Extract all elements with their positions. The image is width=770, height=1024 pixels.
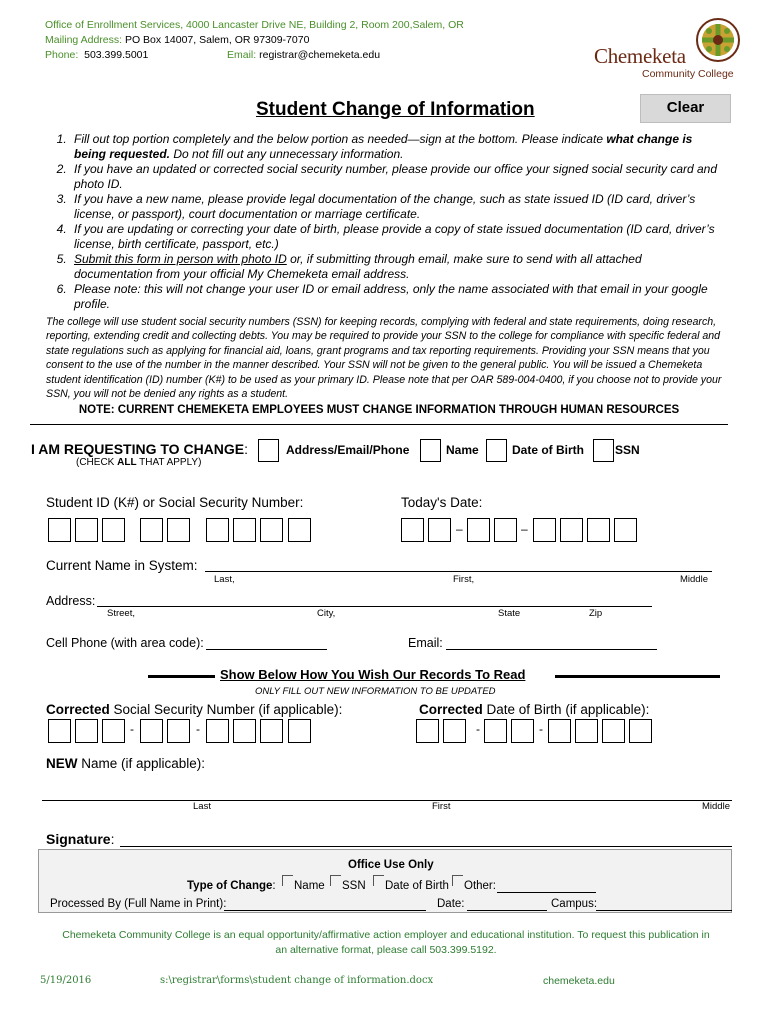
signature-input[interactable] bbox=[120, 846, 732, 847]
dob-separator: - bbox=[539, 722, 543, 736]
ssn-digit[interactable] bbox=[167, 719, 190, 743]
ssn-digit[interactable] bbox=[75, 719, 98, 743]
office-opt-other: Other: bbox=[464, 880, 496, 892]
mailing-value: PO Box 14007, Salem, OR 97309-7070 bbox=[124, 34, 310, 46]
phone-label: Phone: bbox=[45, 49, 79, 61]
instruction-item: 1. Fill out top portion completely and the below portion as needed—sign at the bottom. Please indicate what change is being requested. Do not fill out any unnecessary information. bbox=[70, 132, 720, 162]
ssn-digit[interactable] bbox=[140, 719, 163, 743]
student-id-digit[interactable] bbox=[140, 518, 163, 542]
dob-digit[interactable] bbox=[575, 719, 598, 743]
ssn-digit[interactable] bbox=[48, 719, 71, 743]
office-checkbox-dob[interactable] bbox=[373, 875, 384, 886]
ssn-separator: - bbox=[130, 722, 134, 736]
email-value: registrar@chemeketa.edu bbox=[259, 49, 381, 61]
records-subheading: ONLY FILL OUT NEW INFORMATION TO BE UPDATED bbox=[255, 686, 496, 697]
ssn-notice: The college will use student social security numbers (SSN) for keeping records, complying with federal and state requirements, doing research, reporting, extending credit and collecting debts. You may be required to provide your SSN to the college for compliance with specific federal and state regulations such as applying for financial aid, loans, grant programs and tax reporting requirements. Providing your SSN means that you consent to the use of the number in the manner described. Your SSN will not be given to the general public. You will be issued a Chemeketa student identification (ID) number (K#) to be used as your primary ID. Please note that per OAR 589-004-0400, if you choose not to provide your SSN, you will not be denied any rights as a student. bbox=[46, 316, 722, 401]
date-separator: – bbox=[456, 522, 463, 536]
option-dob-label: Date of Birth bbox=[512, 443, 584, 457]
ssn-digit[interactable] bbox=[206, 719, 229, 743]
dob-digit[interactable] bbox=[629, 719, 652, 743]
new-name-label: NEW Name (if applicable): bbox=[46, 756, 206, 771]
ssn-digit[interactable] bbox=[102, 719, 125, 743]
clear-button[interactable]: Clear bbox=[640, 94, 731, 123]
office-checkbox-ssn[interactable] bbox=[330, 875, 341, 886]
current-name-label: Current Name in System: bbox=[46, 558, 198, 573]
request-label: I AM REQUESTING TO CHANGE: bbox=[31, 441, 249, 457]
employee-note: NOTE: CURRENT CHEMEKETA EMPLOYEES MUST CHANGE INFORMATION THROUGH HUMAN RESOURCES bbox=[78, 404, 680, 416]
check-all-note: (CHECK ALL THAT APPLY) bbox=[76, 457, 202, 468]
addr-street-caption: Street, bbox=[107, 608, 135, 619]
office-other-input[interactable] bbox=[497, 892, 596, 893]
dob-digit[interactable] bbox=[511, 719, 534, 743]
records-heading: Show Below How You Wish Our Records To Read bbox=[220, 667, 526, 682]
student-id-digit[interactable] bbox=[102, 518, 125, 542]
option-address-label: Address/Email/Phone bbox=[286, 443, 410, 457]
chemeketa-logo bbox=[594, 18, 744, 82]
office-title: Office Use Only bbox=[348, 859, 434, 871]
date-separator: – bbox=[521, 522, 528, 536]
dob-digit[interactable] bbox=[416, 719, 439, 743]
new-first-caption: First bbox=[432, 801, 451, 812]
heading-rule-right bbox=[555, 675, 720, 678]
address-input[interactable] bbox=[97, 606, 652, 607]
mailing-label: Mailing Address: bbox=[45, 34, 123, 46]
signature-label: Signature: bbox=[46, 831, 115, 847]
office-opt-dob: Date of Birth bbox=[385, 880, 449, 892]
addr-city-caption: City, bbox=[317, 608, 336, 619]
option-name-label: Name bbox=[446, 443, 479, 457]
student-id-label: Student ID (K#) or Social Security Number: bbox=[46, 495, 304, 510]
ssn-digit[interactable] bbox=[260, 719, 283, 743]
name-last-caption: Last, bbox=[214, 574, 235, 585]
student-id-digit[interactable] bbox=[206, 518, 229, 542]
checkbox-address[interactable] bbox=[258, 439, 279, 462]
date-digit[interactable] bbox=[614, 518, 637, 542]
processed-by-input[interactable] bbox=[224, 910, 426, 911]
corrected-dob-label: Corrected Date of Birth (if applicable): bbox=[419, 702, 650, 717]
name-middle-caption: Middle bbox=[680, 574, 708, 585]
logo-name: Chemeketa bbox=[594, 44, 686, 68]
office-campus-label: Campus: bbox=[551, 898, 598, 910]
address-label: Address: bbox=[46, 594, 96, 608]
office-checkbox-other[interactable] bbox=[452, 875, 463, 886]
addr-zip-caption: Zip bbox=[589, 608, 603, 619]
header-address bbox=[45, 18, 605, 63]
checkbox-dob[interactable] bbox=[486, 439, 507, 462]
office-date-input[interactable] bbox=[467, 910, 547, 911]
office-date-label: Date: bbox=[437, 898, 465, 910]
date-digit[interactable] bbox=[587, 518, 610, 542]
email-field-label: Email: bbox=[408, 636, 443, 650]
dob-digit[interactable] bbox=[548, 719, 571, 743]
office-opt-name: Name bbox=[294, 880, 325, 892]
date-digit[interactable] bbox=[494, 518, 517, 542]
addr-state-caption: State bbox=[498, 608, 521, 619]
instruction-item: 2. If you have an updated or corrected social security number, please provide our office your signed social security card and photo ID. bbox=[70, 162, 720, 192]
student-id-digit[interactable] bbox=[167, 518, 190, 542]
ssn-digit[interactable] bbox=[233, 719, 256, 743]
logo-emblem-icon bbox=[696, 18, 740, 62]
student-id-digit[interactable] bbox=[233, 518, 256, 542]
date-digit[interactable] bbox=[467, 518, 490, 542]
ssn-separator: - bbox=[196, 722, 200, 736]
email-label: Email: bbox=[227, 49, 257, 61]
new-name-input[interactable] bbox=[42, 800, 732, 801]
student-id-digit[interactable] bbox=[260, 518, 283, 542]
date-digit[interactable] bbox=[428, 518, 451, 542]
checkbox-name[interactable] bbox=[420, 439, 441, 462]
student-id-digit[interactable] bbox=[48, 518, 71, 542]
dob-digit[interactable] bbox=[602, 719, 625, 743]
eoe-statement: Chemeketa Community College is an equal opportunity/affirmative action employer and educational institution. To request this publication in an alternative format, please call 503.399.5192. bbox=[62, 929, 710, 956]
new-last-caption: Last bbox=[193, 801, 211, 812]
logo-sub: Community College bbox=[642, 68, 734, 80]
dob-digit[interactable] bbox=[443, 719, 466, 743]
office-opt-ssn: SSN bbox=[342, 880, 366, 892]
type-of-change: Type of Change: bbox=[187, 880, 276, 892]
footer-path: s:\registrar\forms\student change of information.docx bbox=[160, 975, 434, 986]
name-first-caption: First, bbox=[453, 574, 475, 585]
office-checkbox-name[interactable] bbox=[282, 875, 293, 886]
date-digit[interactable] bbox=[533, 518, 556, 542]
cell-phone-input[interactable] bbox=[206, 649, 327, 650]
instruction-item: 4. If you are updating or correcting your date of birth, please provide a copy of state issued documentation (ID card, driver’s license, birth certificate, passport, etc.) bbox=[70, 222, 720, 252]
instruction-item: 3. If you have a new name, please provide legal documentation of the change, such as state issued ID (ID card, driver’s license, or passport), court documentation or marriage certificate. bbox=[70, 192, 720, 222]
instructions bbox=[30, 132, 720, 312]
office-campus-input[interactable] bbox=[596, 910, 732, 911]
page-title: Student Change of Information bbox=[256, 99, 535, 120]
new-middle-caption: Middle bbox=[702, 801, 730, 812]
processed-by-label: Processed By (Full Name in Print): bbox=[50, 898, 227, 910]
instruction-item: 5. Submit this form in person with photo ID or, if submitting through email, make sure to send with all attached documentation from your official My Chemeketa email address. bbox=[70, 252, 720, 282]
date-digit[interactable] bbox=[560, 518, 583, 542]
checkbox-ssn[interactable] bbox=[593, 439, 614, 462]
dob-digit[interactable] bbox=[484, 719, 507, 743]
phone-value: 503.399.5001 bbox=[84, 49, 149, 61]
corrected-ssn-label: Corrected Social Security Number (if applicable): bbox=[46, 702, 343, 717]
email-input[interactable] bbox=[446, 649, 657, 650]
current-name-input[interactable] bbox=[205, 571, 712, 572]
office-line: Office of Enrollment Services, 4000 Lancaster Drive NE, Building 2, Room 200,Salem, OR bbox=[45, 19, 464, 31]
instruction-item: 6. Please note: this will not change your user ID or email address, only the name associated with that email in your google profile. bbox=[70, 282, 720, 312]
ssn-digit[interactable] bbox=[288, 719, 311, 743]
heading-rule-left bbox=[148, 675, 215, 678]
dob-separator: - bbox=[476, 722, 480, 736]
option-ssn-label: SSN bbox=[615, 443, 640, 457]
date-digit[interactable] bbox=[401, 518, 424, 542]
cell-phone-label: Cell Phone (with area code): bbox=[46, 636, 204, 650]
student-id-digit[interactable] bbox=[75, 518, 98, 542]
todays-date-label: Today's Date: bbox=[401, 495, 483, 510]
divider bbox=[30, 424, 728, 425]
footer-site: chemeketa.edu bbox=[543, 975, 615, 987]
student-id-digit[interactable] bbox=[288, 518, 311, 542]
footer-date: 5/19/2016 bbox=[40, 975, 92, 986]
